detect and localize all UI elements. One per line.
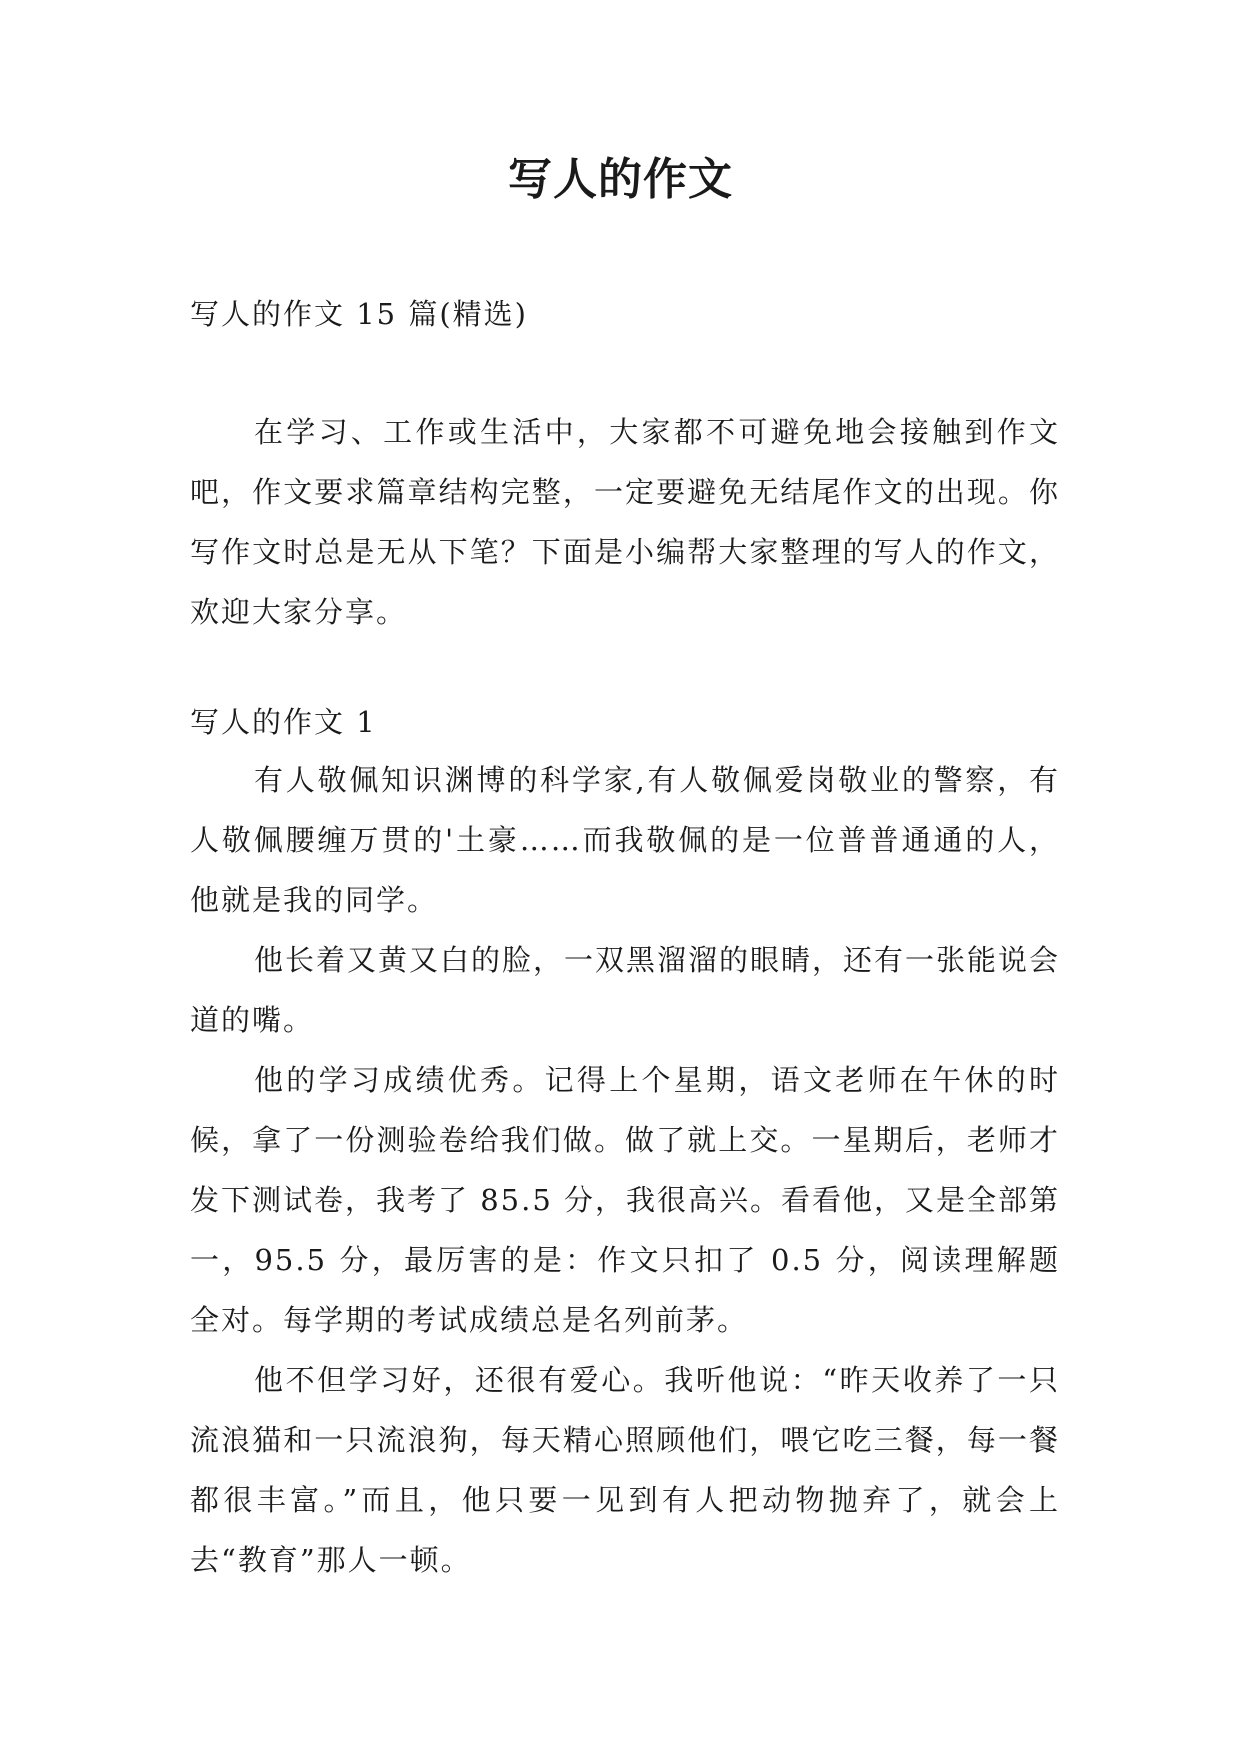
intro-paragraph: 在学习、工作或生活中，大家都不可避免地会接触到作文吧，作文要求篇章结构完整，一定要避免无结尾作文的出现。你写作文时总是无从下笔？下面是小编帮大家整理的写人的作文，欢迎大家分享。 [190,415,1060,629]
essay-paragraph: 他长着又黄又白的脸，一双黑溜溜的眼睛，还有一张能说会道的嘴。 [190,943,1061,1037]
document-subtitle: 写人的作文 15 篇(精选) [190,297,528,331]
intro-section [190,402,1060,642]
essay-heading: 写人的作文 1 [190,705,377,739]
document-title: 写人的作文 [508,154,733,205]
essay-paragraph: 他的学习成绩优秀。记得上个星期，语文老师在午休的时候，拿了一份测验卷给我们做。做了就上交。一星期后，老师才发下测试卷，我考了 85.5 分，我很高兴。看看他，又是全部第一，95.5 分，最厉害的是：作文只扣了 0.5 分，阅读理解题全对。每学期的考试成绩总是名列前茅。 [190,1063,1061,1337]
essay-paragraph: 有人敬佩知识渊博的科学家,有人敬佩爱岗敬业的警察，有人敬佩腰缠万贯的'土豪……而我敬佩的是一位普普通通的人，他就是我的同学。 [190,763,1060,917]
essay-paragraph: 他不但学习好，还很有爱心。我听他说：“昨天收养了一只流浪猫和一只流浪狗，每天精心照顾他们，喂它吃三餐，每一餐都很丰富。”而且，他只要一见到有人把动物抛弃了，就会上去“教育”那人一顿。 [190,1363,1060,1577]
essay-body [190,750,1060,1590]
